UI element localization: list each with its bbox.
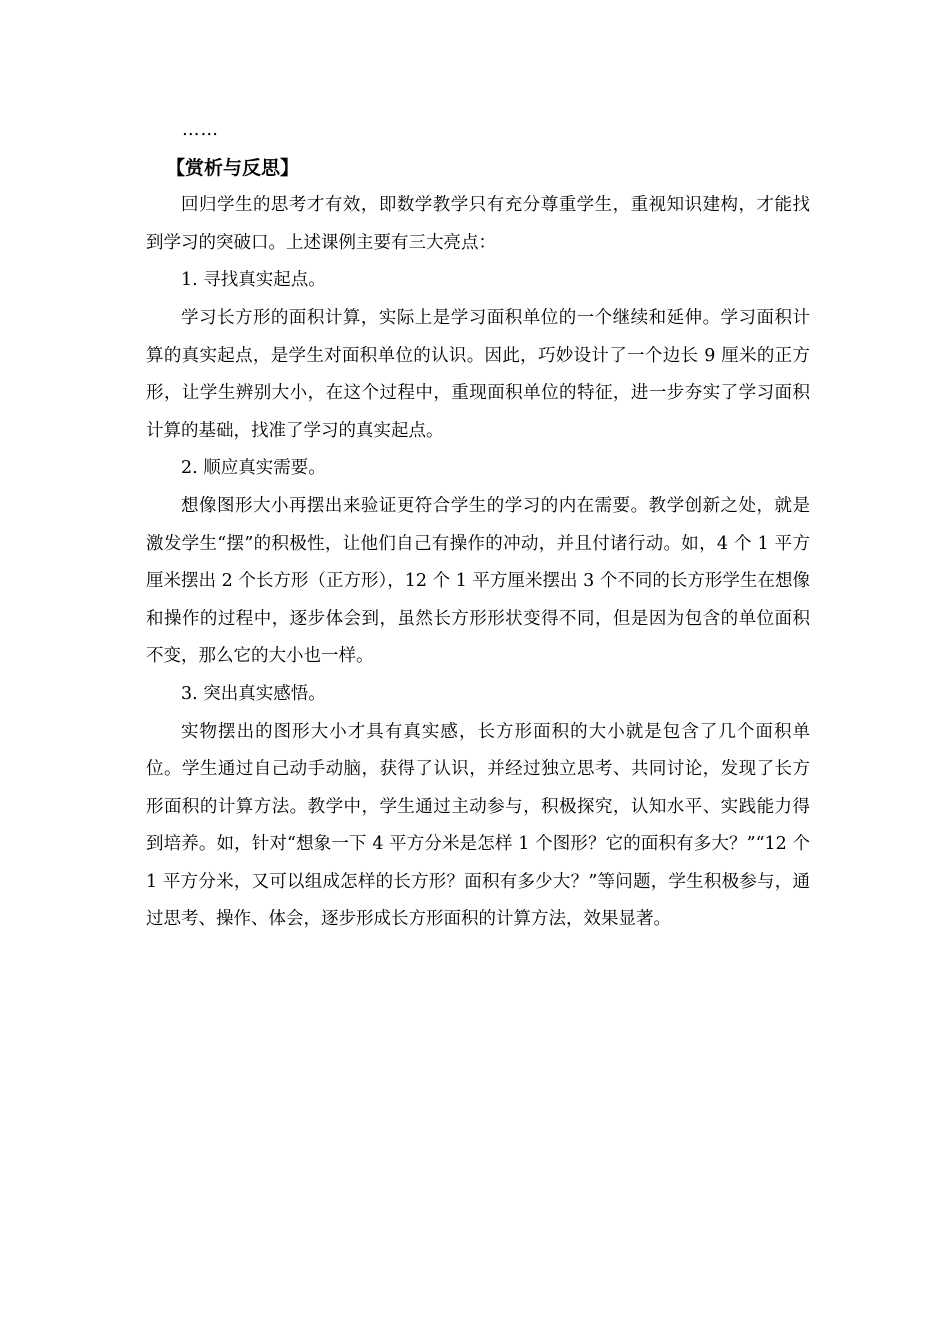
section-heading: 【赏析与反思】 [166, 156, 300, 179]
point-1-title: 1. 寻找真实起点。 [181, 270, 326, 291]
point-2-paragraph: 想像图形大小再摆出来验证更符合学生的学习的内在需要。教学创新之处，就是激发学生“摆”的积极性，让他们自己有操作的冲动，并且付诸行动。如，4 个 1 平方厘米摆出 2 个长方形（正方形），12 个 1 平方厘米摆出 3 个不同的长方形学生在想像和操作的过程中，逐步体会到，虽然长方形形状变得不同，但是因为包含的单位面积不变，那么它的大小也一样。 [146, 495, 810, 667]
intro-paragraph: 回归学生的思考才有效，即数学教学只有充分尊重学生，重视知识建构，才能找到学习的突破口。上述课例主要有三大亮点： [146, 195, 810, 253]
point-3-paragraph: 实物摆出的图形大小才具有真实感，长方形面积的大小就是包含了几个面积单位。学生通过自己动手动脑，获得了认识，并经过独立思考、共同讨论，发现了长方形面积的计算方法。教学中，学生通过主动参与，积极探究，认知水平、实践能力得到培养。如，针对“想象一下 4 平方分米是怎样 1 个图形？它的面积有多大？”“12 个 1 平方分米，又可以组成怎样的长方形？面积有多少大？”等问题，学生积极参与，通过思考、操作、体会，逐步形成长方形面积的计算方法，效果显著。 [146, 721, 810, 930]
point-1-paragraph: 学习长方形的面积计算，实际上是学习面积单位的一个继续和延伸。学习面积计算的真实起点，是学生对面积单位的认识。因此，巧妙设计了一个边长 9 厘米的正方形，让学生辨别大小，在这个过程中，重现面积单位的特征，进一步夯实了学习面积计算的基础，找准了学习的真实起点。 [146, 307, 810, 441]
point-3-title: 3. 突出真实感悟。 [181, 683, 326, 704]
document-body [146, 112, 810, 939]
point-2-title: 2. 顺应真实需要。 [181, 458, 326, 479]
ellipsis-line: …… [182, 120, 219, 140]
